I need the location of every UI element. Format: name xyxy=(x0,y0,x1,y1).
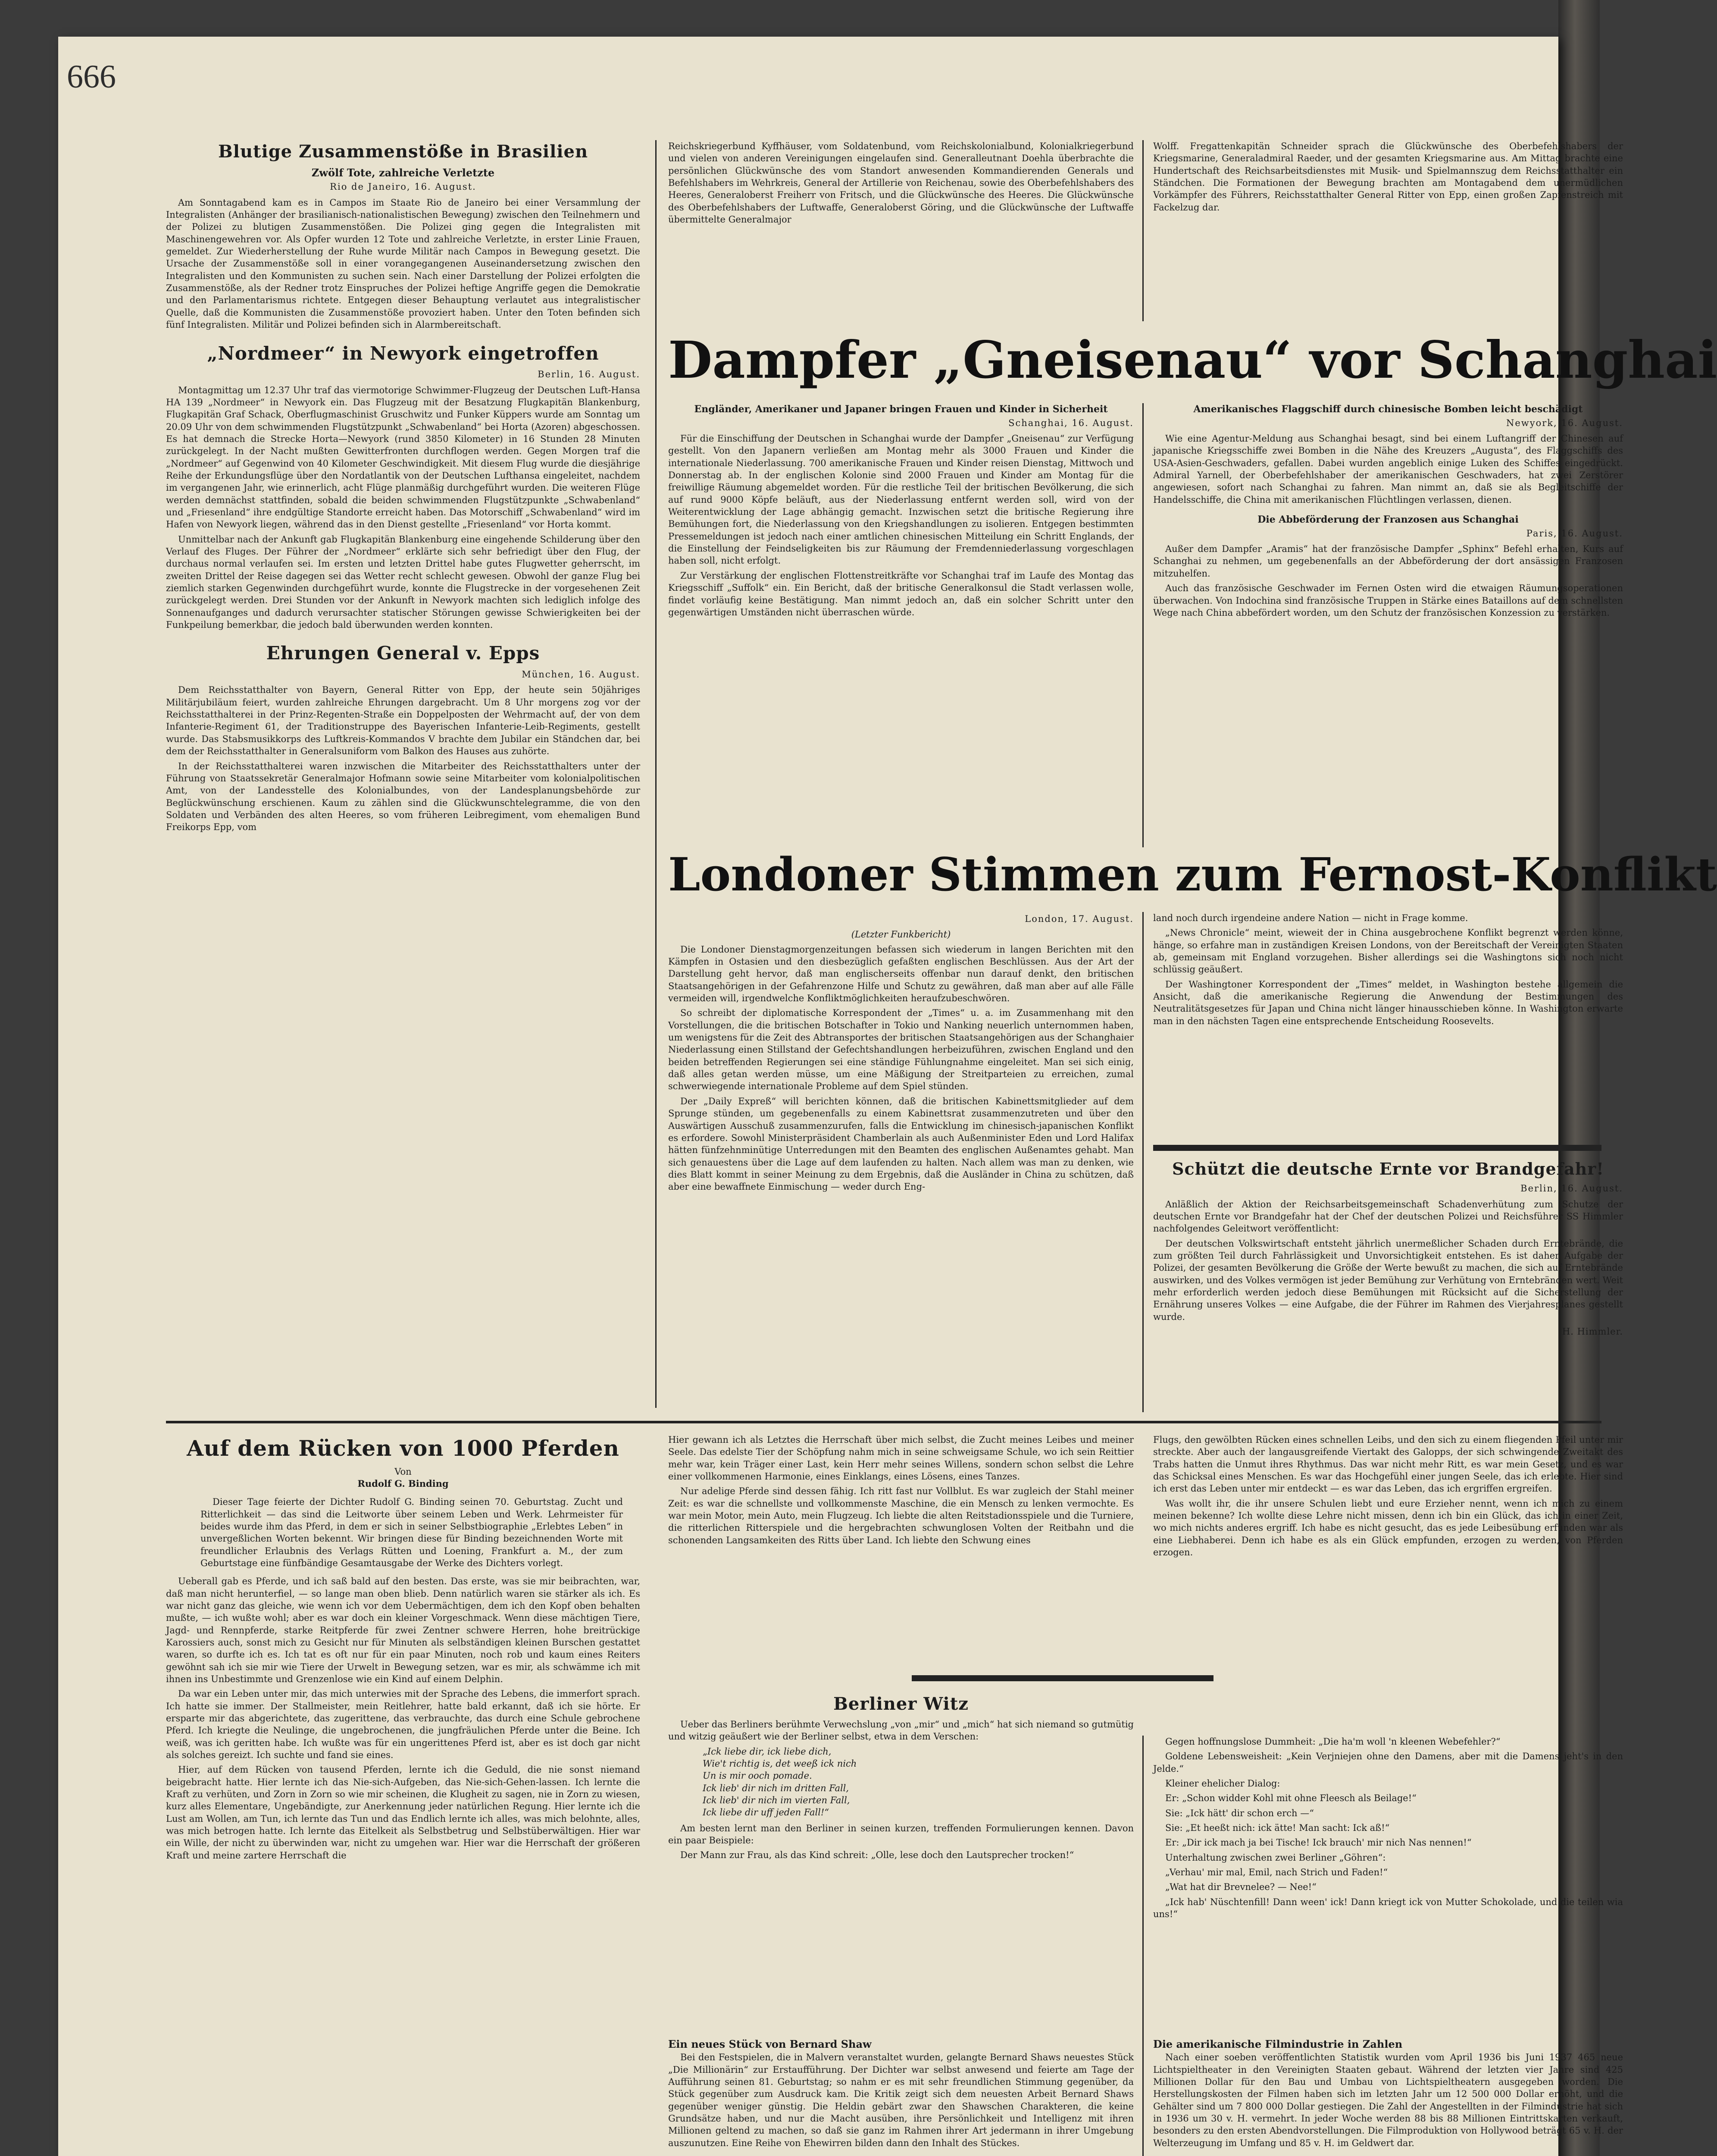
article-gneisenau-1: Für die Einschiffung der Deutschen in Schanghai wurde der Dampfer „Gneisenau“ zur Verfügung gestellt. Von den Japanern verließen am Montag mehr als 3000 Frauen und Kinder die internationale Niederlassung. 700 amerikanische Frauen und Kinder reisen Dienstag, Mittwoch und Donnerstag ab. In der englischen Kolonie sind 2000 Frauen und Kinder am Montag für die freiwillige Räumung abgemeldet worden. Für die restliche Teil der britischen Bevölkerung, die sich auf rund 9000 Köpfe beläuft, aus der Niederlassung entfernt werden soll, wird von der Weiterentwicklung der Lage abhängig gemacht. Inzwischen setzt die britische Regierung ihre Bemühungen fort, die Niederlassung von den Kriegshandlungen zu isolieren. Entgegen bestimmten Pressemeldungen ist jedoch nach einer amtlichen chinesischen Mitteilung ein Schritt Englands, der die Einstellung der Feindseligkeiten bis zur Räumung der Fremdenniederlassung vorgeschlagen haben soll, nicht erfolgt. xyxy=(668,433,1134,566)
headline-epp: Ehrungen General v. Epps xyxy=(266,642,540,664)
headline-ernte: Schützt die deutsche Ernte vor Brandgefahr! xyxy=(1172,1159,1604,1178)
article-london-6: Der Washingtoner Korrespondent der „Times“ meldet, in Washington bestehe allgemein die Ansicht, daß die amerikanische Regierung die Anwendung der Bestimmungen des Neutralitätsgesetzes für Japan und China nicht länger hinausschieben könne. In Washington erwarte man in den nächsten Tagen eine entsprechende Entscheidung Roosevelts. xyxy=(1153,979,1623,1026)
binding-p6: Flugs, den gewölbten Rücken eines schnellen Leibs, und den sich zu einem fliegenden Pfeil unter mir streckte. Aber auch der langausgreifende Viertakt des Galopps, der sich schwingende Zweitakt des Trabs hatten die Unmut ihres Rhythmus. Das war nicht mehr Ritt, es war mein Gesetz, und es war das Schicksal eines Menschen. Es war das Hochgefühl einer jungen Seele, das ich erlebte. Hier sind ich erst das Leben unter mir entdeckt — es war das Leben, das ich ergriffen ergreifen. xyxy=(1153,1435,1623,1494)
column-right-top xyxy=(1153,140,1623,321)
column-film xyxy=(1153,2037,1623,2156)
column-shaw xyxy=(668,2037,1134,2156)
witz-p7: Sie: „Ick hätt' dir schon erch —“ xyxy=(1165,1808,1314,1818)
article-brasilien: Am Sonntagabend kam es in Campos im Staate Rio de Janeiro bei einer Versammlung der Integralisten (Anhänger der brasilianisch-nationalistischen Bewegung) zwischen den Teilnehmern und der Polizei zu blutigen Zusammenstößen. Die Polizei ging gegen die Integralisten mit Maschinengewehren vor. Als Opfer wurden 12 Tote und zahlreiche Verletzte, in erster Linie Frauen, gemeldet. Zur Wiederherstellung der Ruhe wurde Militär nach Campos in Bewegung gesetzt. Die Ursache der Zusammenstöße soll in einer vorangegangenen Auseinandersetzung zwischen den Integralisten und den Kommunisten zu suchen sein. Nach einer Darstellung der Polizei erfolgten die Zusammenstöße, als der Redner trotz Einspruches der Polizei heftige Angriffe gegen die Demokratie und den Parlamentarismus richtete. Entgegen dieser Behauptung verlautet aus integralistischer Quelle, daß die Kommunisten die Zusammenstöße provoziert haben. Unter den Toten befinden sich fünf Integralisten. Militär und Polizei befinden sich in Alarmbereitschaft. xyxy=(166,197,640,330)
dateline-nordmeer: Berlin, 16. August. xyxy=(538,369,640,380)
witz-p9: Er: „Dir ick mach ja bei Tische! Ick brauch' mir nich Nas nennen!“ xyxy=(1165,1837,1472,1848)
article-ernte-1: Anläßlich der Aktion der Reichsarbeitsgemeinschaft Schadenverhütung zum Schutze der deutschen Ernte vor Brandgefahr hat der Chef der deutschen Polizei und Reichsführer SS Himmler nachfolgendes Geleitwort veröffentlicht: xyxy=(1153,1199,1623,1234)
binding-intro: Dieser Tage feierte der Dichter Rudolf G. Binding seinen 70. Geburtstag. Zucht und Ritterlichkeit — das sind die Leitworte über seinem Leben und Werk. Lehrmeister für beides wurde ihm das Pferd, in dem er sich in seiner Selbstbiographie „Erlebtes Leben“ in unvergeßlichen Worten bekennt. Wir bringen diese für Binding bezeichnenden Worte mit freundlicher Erlaubnis des Verlags Rütten und Loening, Frankfurt a. M., der zum Geburtstage eine fünfbändige Gesamtausgabe der Werke des Dichters vorlegt. xyxy=(200,1497,623,1568)
headline-brasilien: Blutige Zusammenstöße in Brasilien xyxy=(218,141,588,162)
article-london-3: Der „Daily Expreß“ will berichten können, daß die britischen Kabinettsmitglieder auf dem Sprunge stünden, um gegebenenfalls zu einem Kabinettsrat zusammenzutreten und über den Auswärtigen Ausschuß zusammenzurufen, falls die Entwicklung im chinesisch-japanischen Konflikt es erfordere. Sowohl Ministerpräsident Chamberlain als auch Außenminister Eden und Lord Halifax hätten fünfzehnminütige Unterredungen mit den Beamten des englischen Außenamtes gehabt. Man sich genauestens über die Lage auf dem laufenden zu halten. Nach allem was man zu denken, wie dies Blatt kommt in seiner Meinung zu dem Ergebnis, daß die Ausländer in China zu schützen, daß aber eine bewaffnete Einmischung — weder durch Eng- xyxy=(668,1096,1134,1192)
witz-p11: „Verhau' mir mal, Emil, nach Strich und Faden!“ xyxy=(1165,1867,1388,1878)
column-gneisenau-right xyxy=(1153,403,1623,847)
witz-p12: „Wat hat dir Brevnelee? — Nee!“ xyxy=(1165,1882,1317,1893)
ernte-top-rule xyxy=(1153,1145,1601,1151)
signature-himmler: H. Himmler. xyxy=(1562,1326,1623,1337)
witz-p3: Gegen hoffnungslose Dummheit: „Die ha'm woll 'n kleenen Webefehler?“ xyxy=(1165,1736,1501,1747)
article-epp-end: Wolff. Fregattenkapitän Schneider sprach die Glückwünsche des Oberbefehlshabers der Kriegsmarine, Generaladmiral Raeder, und der gesamten Kriegsmarine aus. Am Mittag brachte eine Hundertschaft des Reichsarbeitsdienstes mit Musik- und Spielmannszug dem Reichsstatthalter ein Ständchen. Die Formationen der Bewegung brachten am Montagabend dem unermüdlichen Vorkämpfer des Führers, Reichsstatthalter General Ritter von Epp, einen großen Zapfenstreich mit Fackelzug dar. xyxy=(1153,141,1623,213)
article-epp-1: Dem Reichsstatthalter von Bayern, General Ritter von Epp, der heute sein 50jähriges Militärjubiläum feiert, wurden zahlreiche Ehrungen dargebracht. Um 8 Uhr morgens zog vor der Reichsstatthalterei in der Prinz-Regenten-Straße ein Doppelposten der Wehrmacht auf, der von dem Infanterie-Regiment 61, der Traditionstruppe des Bayerischen Infanterie-Leib-Regiments, gestellt wurde. Das Stabsmusikkorps des Luftkreis-Kommandos V brachte dem Jubilar ein Ständchen dar, bei dem der Reichsstatthalter in Generalsuniform vom Balkon des Hauses aus zuhörte. xyxy=(166,685,640,757)
column-witz-right xyxy=(1153,1736,1623,2037)
witz-p1: Am besten lernt man den Berliner in seinen kurzen, treffenden Formulierungen kennen. Davon ein paar Beispiele: xyxy=(668,1823,1134,1846)
subhead-brasilien: Zwölf Tote, zahlreiche Verletzte xyxy=(311,166,495,179)
column-divider-3 xyxy=(1142,403,1144,847)
article-epp-continued: Reichskriegerbund Kyffhäuser, vom Soldatenbund, vom Reichskolonialbund, Kolonialkriegerbund und vielen von anderen Vereinigungen eingelaufen sind. Generalleutnant Doehla überbrachte die persönlichen Glückwünsche des vom Standort anwesenden Kommandierenden Generals und Befehlshabers im Wehrkreis, General der Artillerie von Reichenau, sowie des Oberbefehlshabers des Heeres, Generaloberst Freiherr von Fritsch, und die Glückwünsche des Heeres. Die Glückwünsche des Oberbefehlshabers der Luftwaffe, Generaloberst Göring, und die Glückwünsche der Luftwaffe übermittelte Generalmajor xyxy=(668,141,1134,225)
witz-top-rule xyxy=(912,1675,1213,1681)
column-witz-left xyxy=(668,1692,1134,1994)
witz-p6: Er: „Schon widder Kohl mit ohne Fleesch als Beilage!“ xyxy=(1165,1793,1417,1804)
column-binding xyxy=(166,1434,640,2156)
column-divider-4 xyxy=(1142,912,1144,1412)
article-ernte-2: Der deutschen Volkswirtschaft entsteht jährlich unermeßlicher Schaden durch Erntebrände, die zum größten Teil durch Fahrlässigkeit und Unvorsichtigkeit entstehen. Es ist daher Aufgabe der Polizei, der gesamten Bevölkerung die Größe der Werte bewußt zu machen, die sich auf Erntebrände auswirken, und des Volkes vermögen ist jeder Bemühung zur Verhütung von Erntebränden wert. Weit mehr erforderlich werden jedoch diese Bemühungen mit Rücksicht auf die Sicherstellung der Ernährung unseres Volkes — eine Aufgabe, die der Führer im Rahmen des Vierjahresplanes gestellt wurde. xyxy=(1153,1238,1623,1322)
column-divider-2 xyxy=(1142,140,1144,321)
witz-p5: Kleiner ehelicher Dialog: xyxy=(1165,1778,1280,1789)
headline-gneisenau: Dampfer „Gneisenau“ vor Schanghai xyxy=(668,330,1717,390)
subhead-flaggschiff: Amerikanisches Flaggschiff durch chinesische Bomben leicht beschädigt xyxy=(1193,404,1583,415)
binding-p1: Ueberall gab es Pferde, und ich saß bald auf den besten. Das erste, was sie mir beibrachten, war, daß man nicht herunterfiel, — so lange man oben blieb. Denn natürlich waren sie stärker als ich. Es war nicht ganz das gleiche, wie wenn ich vor dem Uebermächtigen, dem ich den Kopf oben behalten mußte, — ich wußte wohl; aber es war doch ein kleiner Vorgeschmack. Wenn diese mächtigen Tiere, Jagd- und Rennpferde, starke Reitpferde für zwei Zentner schwere Herren, hohe breitrückige Karossiers auch, sonst mich zu Gesicht nur für Minuten als selbständigen kleinen Burschen gestattet waren, so durfte ich es. Ich tat es oft nur für ein paar Minuten, noch rob und kaum eines Reiters gewöhnt sah ich sie mir wie Tiere der Urwelt in Bewegung setzen, war es mir, als schwämme ich mit ihnen ins Unbestimmte und Grenzenlose wie ein Kind auf einem Delphin. xyxy=(166,1576,640,1684)
byline-author: Rudolf G. Binding xyxy=(357,1478,449,1489)
headline-shaw: Ein neues Stück von Bernard Shaw xyxy=(668,2038,872,2050)
funkbericht-note: (Letzter Funkbericht) xyxy=(851,929,951,940)
poem-line: Wie't richtig is, det weeß ick nich xyxy=(703,1758,857,1769)
article-epp-2: In der Reichsstatthalterei waren inzwischen die Mitarbeiter des Reichsstatthalters unter der Führung von Staatssekretär Generalmajor Hofmann sowie seine Mitarbeiter vom kolonialpolitischen Amt, von der Landesstelle des Kolonialbundes, von der Landesplanungsbehörde zur Beglückwünschung erschienen. Kaum zu zählen sind die Glückwunschtelegramme, die von den Soldaten und Verbänden des alten Heeres, so vom früheren Leibregiment, vom ehemaligen Bund Freikorps Epp, vom xyxy=(166,761,640,833)
witz-p8: Sie: „Et heeßt nich: ick ätte! Man sacht: Ick aß!“ xyxy=(1165,1823,1390,1833)
binding-p5: Nur adelige Pferde sind dessen fähig. Ich ritt fast nur Vollblut. Es war zugleich der Stahl meiner Zeit: es war die schnellste und vollkommenste Maschine, die ein Mensch zu lenken vermochte. Es war mein Motor, mein Auto, mein Flugzeug. Ich liebte die alten Reitstadionsspiele und die Turniere, die ritterlichen Ritterspiele und die hergebrachten schwunglosen Volten der Reitbahn und die schonenden Langsamkeiten des Ritts über Land. Ich liebte den Schwung eines xyxy=(668,1486,1134,1545)
article-flaggschiff: Wie eine Agentur-Meldung aus Schanghai besagt, sind bei einem Luftangriff der Chinesen auf japanische Kriegsschiffe zwei Bomben in die Nähe des Kreuzers „Augusta“, des Flaggschiffs des USA-Asien-Geschwaders, gefallen. Dabei wurden angeblich einige Luken des Schiffes eingedrückt. Admiral Yarnell, der Oberbefehlshaber der amerikanischen Geschwaders, hat zwei Zerstörer angewiesen, sofort nach Schanghai zu fahren. Man nimmt an, daß sie als Begleitschiffe der Handelsschiffe, die China mit amerikanischen Flüchtlingen verlassen, dienen. xyxy=(1153,433,1623,505)
poem-line: Ick lieb' dir nich im dritten Fall, xyxy=(703,1783,849,1793)
poem-line: Un is mir ooch pomade. xyxy=(703,1771,812,1781)
dateline-schanghai: Schanghai, 16. August. xyxy=(1008,417,1134,428)
binding-p2: Da war ein Leben unter mir, das mich unterwies mit der Sprache des Lebens, die immerfort sprach. Ich hatte sie immer. Der Stallmeister, mein Reitlehrer, hatte bald erkannt, daß ich sie hörte. Er ersparte mir das abgerichtete, das zugerittene, das verbrauchte, das durch eine Schule gebrochene Pferd. Ich kriegte die Neulinge, die ungebrochenen, die jungfräulichen Pferde unter die Beine. Ich weiß, was ich geritten habe. Ich wußte was für ein ungerittenes Pferd ist, aber es ist doch gar nicht als solches gereizt. Ich suchte und fand sie eines. xyxy=(166,1689,640,1761)
column-ernte xyxy=(1153,1158,1623,1412)
column-london-left xyxy=(668,912,1134,1412)
column-london-right xyxy=(1153,912,1623,1136)
dateline-london: London, 17. August. xyxy=(1025,914,1134,924)
article-nordmeer-2: Unmittelbar nach der Ankunft gab Flugkapitän Blankenburg eine eingehende Schilderung über den Verlauf des Fluges. Der Führer der „Nordmeer“ erklärte sich sehr befriedigt über den Flug, der durchaus normal verlaufen sei. Im ersten und letzten Drittel habe gutes Flugwetter geherrscht, im zweiten Drittel der Reise dagegen sei das Wetter recht schlecht gewesen. Obwohl der ganze Flug bei ziemlich starken Gegenwinden durchgeführt wurde, konnte die Flugstrecke in der vorgesehenen Zeit zurückgelegt werden. Drei Stunden vor der Ankunft in Newyork machten sich lediglich infolge des Sonnenaufganges und dadurch verursachter statischer Störungen gewisse Schwierigkeiten bei der Funkpeilung bemerkbar, die jedoch bald überwunden werden konnten. xyxy=(166,534,640,630)
column-gneisenau-left xyxy=(668,403,1134,847)
poem-line: „Ick liebe dir, ick liebe dich, xyxy=(703,1746,832,1757)
binding-p3: Hier, auf dem Rücken von tausend Pferden, lernte ich die Geduld, die nie sonst niemand beigebracht hatte. Hier lernte ich das Nie-sich-Aufgeben, das Nie-sich-Gehen-lassen. Ich lernte die Kraft zu verhüten, und Zorn in Zorn so wie mir scheinen, die Klugheit zu sagen, nie in Zorn zu wiesen, kurz alles Elementare, Ungebändigte, zur Anerkennung jeder natürlichen Regung. Hier lernte ich die Lust am Wollen, am Tun, ich lernte das Tun und das Endlich lernte ich alles, was mich belohnte, alles, was mich betrogen hatte. Ich lernte das Eitelkeit als Selbstbetrug und Selbstüberwältigen. Hier war ein Wille, der nicht zu überwinden war, nicht zu umgehen war. Hier war die Herrschaft der größeren Kraft und meine zartere Herrschaft die xyxy=(166,1764,640,1861)
subhead-gneisenau-left: Engländer, Amerikaner und Japaner bringen Frauen und Kinder in Sicherheit xyxy=(694,404,1108,415)
article-nordmeer-1: Montagmittag um 12.37 Uhr traf das viermotorige Schwimmer-Flugzeug der Deutschen Luft-Hansa HA 139 „Nordmeer“ in Newyork ein. Das Flugzeug mit der Besatzung Flugkapitän Blankenburg, Flugkapitän Graf Schack, Oberflugmaschinist Gruschwitz und Funker Küppers wurde am Sonntag um 20.09 Uhr von dem schwimmenden Flugstützpunkt „Schwabenland“ bei Horta (Azoren) abgeschossen. Es hat demnach die Strecke Horta—Newyork (rund 3850 Kilometer) in 16 Stunden 28 Minuten zurückgelegt. In der Nacht mußten Gewitterfronten durchflogen werden. Gegen Morgen traf die „Nordmeer“ auf Gegenwind von 40 Kilometer Geschwindigkeit. Mit diesem Flug wurde die diesjährige Reihe der Erkundungsflüge über den Nordatlantik von der Deutschen Lufthansa eingeleitet, nachdem im vergangenen Jahr, wie erinnerlich, acht Flüge planmäßig durchgeführt wurden. Die weiteren Flüge werden demnächst stattfinden, sobald die beiden schwimmenden Flugstützpunkte „Schwabenland“ und „Friesenland“ ihre endgültige Standorte erreicht haben. Das Motorschiff „Schwabenland“ wird im Hafen von Newyork liegen, während das in den Dienst gestellte „Friesenland“ vor Horta kommt. xyxy=(166,385,640,530)
article-london-5: „News Chronicle“ meint, wieweit der in China ausgebrochene Konflikt begrenzt werden könne, hänge, so erfahre man in zuständigen Kreisen Londons, von der Bereitschaft der Vereinigten Staaten ab, gemeinsam mit England vorzugehen. Bisher allerdings sei die Washingtons sich noch nicht schlüssig geäußert. xyxy=(1153,928,1623,975)
binding-p7: Was wollt ihr, die ihr unsere Schulen liebt und eure Erzieher nennt, wenn ich mich zu einem meinen bekenne? Ich wollte diese Lehre nicht missen, denn ich bin ein Glück, das ich in einer Zeit, wo mich nichts anderes ergriff. Ich habe es nicht gesucht, das es jede Leibesübung erfunden war als eine Liebhaberei. Denn ich habe es als ein Glück empfunden, erzogen zu werden, von Pferden erzogen. xyxy=(1153,1498,1623,1558)
witz-p13: „Ick hab' Nüschtenfill! Dann ween' ick! Dann kriegt ick von Mutter Schokolade, und die teilen wia uns!“ xyxy=(1153,1896,1623,1920)
dateline-newyork: Newyork, 16. August. xyxy=(1506,417,1623,428)
article-shaw: Bei den Festspielen, die in Malvern veranstaltet wurden, gelangte Bernard Shaws neuestes Stück „Die Millionärin“ zur Erstaufführung. Der Dichter war selbst anwesend und feierte am Tage der Aufführung seinen 81. Geburtstag; so nahm er es mit sehr freundlichen Stimmung gegenüber, da Stück gegenüber zum Ausdruck kam. Die Kritik zeigt sich dem neuesten Arbeit Bernard Shaws gegenüber weniger günstig. Die Heldin gebärt zwar den Shawschen Charakteren, die keine Grundsätze haben, und nur die Macht ausüben, ihre Persönlichkeit und Intelligenz mit ihren Millionen geltend zu machen, so daß sie ganz im Rahmen ihrer Art jedermann in ihrer Umgebung auszunutzen. Eine Reihe von Ehewirren bilden dann den Inhalt des Stückes. xyxy=(668,2052,1134,2148)
witz-divider xyxy=(1142,1736,1144,2156)
witz-intro: Ueber das Berliners berühmte Verwechslung „von „mir“ und „mich“ hat sich niemand so gutmütig und witzig geäußert wie der Berliner selbst, etwa in dem Verschen: xyxy=(668,1719,1134,1742)
article-film: Nach einer soeben veröffentlichten Statistik wurden vom April 1936 bis Juni 1937 465 neue Lichtspieltheater in den Vereinigten Staaten gebaut. Während der letzten vier Jahre sind 425 Millionen Dollar für den Bau und Umbau von Lichtspieltheatern ausgegeben worden. Die Herstellungskosten der Filmen haben sich im letzten Jahr um 12 500 000 Dollar erhöht, und die Gehälter sind um 7 800 000 Dollar gestiegen. Die Zahl der Angestellten in der Filmindustrie hat sich in 1936 um 30 v. H. vermehrt. In jeder Woche werden 88 bis 88 Millionen Eintrittskarten verkauft, besonders zu den ersten Abendvorstellungen. Die Filmproduktion von Hollywood beträgt 65 v. H. der Welterzeugung im Umfang und 85 v. H. im Geldwert dar. xyxy=(1153,2052,1623,2148)
article-london-4: land noch durch irgendeine andere Nation — nicht in Frage komme. xyxy=(1153,913,1468,923)
witz-p4: Goldene Lebensweisheit: „Kein Verjniejen ohne den Damens, aber mit die Damens jeht's in den Jelde.“ xyxy=(1153,1751,1623,1774)
article-london-1: Die Londoner Dienstagmorgenzeitungen befassen sich wiederum in langen Berichten mit den Kämpfen in Ostasien und den diesbezüglich gefaßten englischen Beschlüssen. Aus der Art der Darstellung geht hervor, daß man englischerseits offenbar nun darauf denkt, den britischen Staatsangehörigen in der Gefahrenzone Hilfe und Schutz zu gewähren, daß man aber auf alle Fälle vermeiden will, irgendwelche Konfliktmöglichkeiten heraufzubeschwören. xyxy=(668,944,1134,1004)
article-gneisenau-2: Zur Verstärkung der englischen Flottenstreitkräfte vor Schanghai traf im Laufe des Montag das Kriegsschiff „Suffolk“ ein. Ein Bericht, daß der britische Generalkonsul die Stadt verlassen wolle, findet vorläufig keine Bestätigung. Man nimmt jedoch an, daß ein solcher Schritt unter den gegenwärtigen Umständen nicht überraschen würde. xyxy=(668,570,1134,617)
witz-p2: Der Mann zur Frau, als das Kind schreit: „Olle, lese doch den Lautsprecher trocken!“ xyxy=(680,1850,1074,1861)
column-binding-middle xyxy=(668,1434,1134,1628)
article-franzosen-1: Außer dem Dampfer „Aramis“ hat der französische Dampfer „Sphinx“ Befehl erhalten, Kurs auf Schanghai zu nehmen, um gegebenenfalls an der Abbeförderung der dort ansässigen Franzosen mitzuhelfen. xyxy=(1153,544,1623,579)
headline-london: Londoner Stimmen zum Fernost-Konflikt xyxy=(668,847,1717,901)
article-franzosen-2: Auch das französische Geschwader im Fernen Osten wird die etwaigen Räumungsoperationen überwachen. Von Indochina sind französische Truppen in Stärke eines Bataillons auf dem schnellsten Wege nach China abbefördert worden, um den Schutz der französischen Konzession zu verstärken. xyxy=(1153,583,1623,618)
witz-poem xyxy=(703,1745,1134,1819)
witz-p10: Unterhaltung zwischen zwei Berliner „Göhren“: xyxy=(1165,1852,1386,1863)
dateline-paris: Paris, 16. August. xyxy=(1526,528,1623,539)
subhead-franzosen: Die Abbeförderung der Franzosen aus Schanghai xyxy=(1257,514,1519,526)
poem-line: Ick liebe dir uff jeden Fall!“ xyxy=(703,1807,829,1818)
headline-witz: Berliner Witz xyxy=(833,1694,969,1714)
newspaper-page xyxy=(58,37,1717,2156)
headline-binding: Auf dem Rücken von 1000 Pferden xyxy=(187,1435,619,1461)
dateline-ernte: Berlin, 16. August. xyxy=(1520,1183,1623,1194)
column-divider-1 xyxy=(655,140,657,1408)
dateline-epp: München, 16. August. xyxy=(522,669,640,680)
poem-line: Ick lieb' dir nich im vierten Fall, xyxy=(703,1795,850,1806)
column-binding-right xyxy=(1153,1434,1623,1710)
column-middle-top xyxy=(668,140,1134,321)
feuilleton-rule xyxy=(166,1421,1601,1423)
dateline-brasilien: Rio de Janeiro, 16. August. xyxy=(330,182,476,192)
byline-von: Von xyxy=(394,1466,412,1477)
binding-p4: Hier gewann ich als Letztes die Herrschaft über mich selbst, die Zucht meines Leibes und meiner Seele. Das edelste Tier der Schöpfung nahm mich in seine schweigsame Schule, wo ich sein Reittier mehr war, kein Träger einer Last, kein Herr mehr seines Willens, sondern schon selbst die Lehre einer vollkommenen Harmonie, eines Einklangs, eines Lösens, eines Tanzes. xyxy=(668,1435,1134,1482)
headline-film: Die amerikanische Filmindustrie in Zahlen xyxy=(1153,2038,1403,2050)
headline-nordmeer: „Nordmeer“ in Newyork eingetroffen xyxy=(207,342,599,364)
column-left xyxy=(166,140,640,1408)
article-london-2: So schreibt der diplomatische Korrespondent der „Times“ u. a. im Zusammenhang mit den Vorstellungen, die die britischen Botschafter in Tokio und Nanking neuerlich unternommen haben, um wenigstens für die Zeit des Abtransportes der britischen Staatsangehörigen aus der Schanghaier Niederlassung einen Stillstand der Gefechtshandlungen herbeizuführen, zwischen England und den beiden betreffenden Regierungen sei eine ständige Fühlungnahme eingeleitet. Man sei sich einig, daß alles getan werden müsse, um eine Mäßigung der Streitparteien zu erreichen, zumal schwerwiegende internationale Probleme auf dem Spiel stünden. xyxy=(668,1008,1134,1092)
page-number: 666 xyxy=(67,59,116,95)
